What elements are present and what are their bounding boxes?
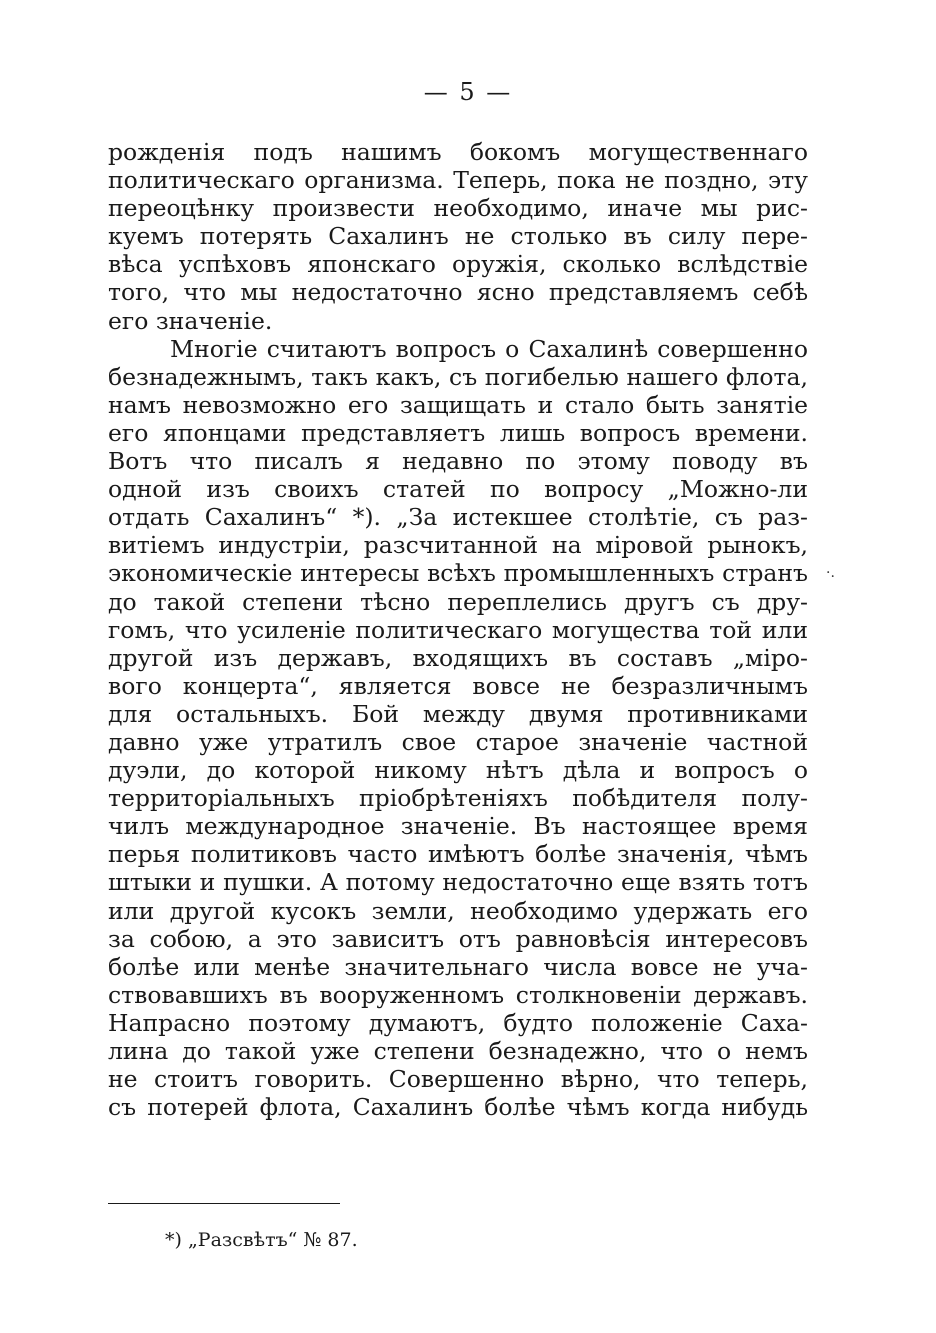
text-line: куемъ потерять Сахалинъ не столько въ силу пере- — [108, 222, 808, 251]
text-line: намъ невозможно его защищать и стало быть занятіе — [108, 390, 808, 419]
text-line: безнадежнымъ, такъ какъ, съ погибелью нашего флота, — [108, 362, 808, 391]
text-line: политическаго организма. Теперь, пока не поздно, эту — [108, 166, 808, 195]
text-line: другой изъ державъ, входящихъ въ составъ „міро- — [108, 643, 808, 672]
text-line: ствовавшихъ въ вооруженномъ столкновеніи державъ. — [108, 980, 808, 1009]
footnote-divider — [108, 1203, 340, 1204]
text-line: лина до такой уже степени безнадежно, что о немъ — [108, 1037, 808, 1065]
text-line: дуэли, до которой никому нѣтъ дѣла и вопросъ о — [108, 756, 808, 785]
text-line: гомъ, что усиленіе политическаго могущества той или — [108, 615, 808, 644]
text-line: до такой степени тѣсно переплелись другъ съ дру- — [108, 587, 808, 616]
text-line: Вотъ что писалъ я недавно по этому поводу въ — [108, 447, 808, 476]
text-line: или другой кусокъ земли, необходимо удержать его — [108, 896, 808, 925]
text-line: болѣе или менѣе значительнаго числа вовсе не уча- — [108, 952, 808, 981]
body-text — [108, 138, 808, 1121]
text-line: съ потерей флота, Сахалинъ болѣе чѣмъ когда нибудь — [108, 1093, 808, 1122]
text-line: за собою, а это зависитъ отъ равновѣсія интересовъ — [108, 924, 808, 953]
text-line: территоріальныхъ пріобрѣтеніяхъ побѣдителя полу- — [108, 784, 808, 813]
text-line: вѣса успѣховъ японскаго оружія, сколько вслѣдствіе — [108, 250, 808, 279]
text-line: штыки и пушки. А потому недостаточно еще взять тотъ — [108, 868, 808, 897]
text-line: перья политиковъ часто имѣютъ болѣе значенія, чѣмъ — [108, 840, 808, 869]
footnote: *) „Разсвѣтъ“ № 87. — [165, 1229, 358, 1251]
text-line: его японцами представляетъ лишь вопросъ времени. — [108, 418, 808, 447]
text-line: одной изъ своихъ статей по вопросу „Можно-ли — [108, 475, 808, 504]
text-line: отдать Сахалинъ“ *). „За истекшее столѣтіе, съ раз- — [108, 503, 808, 532]
text-line: переоцѣнку произвести необходимо, иначе мы рис- — [108, 194, 808, 223]
text-line: экономическіе интересы всѣхъ промышленныхъ странъ — [108, 559, 808, 588]
text-line: Напрасно поэтому думаютъ, будто положеніе Саха- — [108, 1008, 808, 1037]
text-line: рожденія подъ нашимъ бокомъ могущественнаго — [108, 138, 808, 166]
text-line: не стоитъ говорить. Совершенно вѣрно, что теперь, — [108, 1065, 808, 1094]
text-line: его значеніе. — [108, 306, 273, 335]
text-line: чилъ международное значеніе. Въ настоящее время — [108, 812, 808, 841]
page-number: — 5 — — [423, 78, 513, 106]
text-line: Многіе считаютъ вопросъ о Сахалинѣ совершенно — [170, 334, 808, 363]
text-line: вого концерта“, является вовсе не безразличнымъ — [108, 671, 808, 700]
text-line: того, что мы недостаточно ясно представляемъ себѣ — [108, 278, 808, 307]
text-line: давно уже утратилъ свое старое значеніе частной — [108, 727, 808, 756]
text-line: витіемъ индустріи, разсчитанной на міровой рынокъ, — [108, 531, 808, 560]
text-line: для остальныхъ. Бой между двумя противниками — [108, 699, 808, 728]
margin-pencil-mark: ·. — [826, 565, 835, 581]
